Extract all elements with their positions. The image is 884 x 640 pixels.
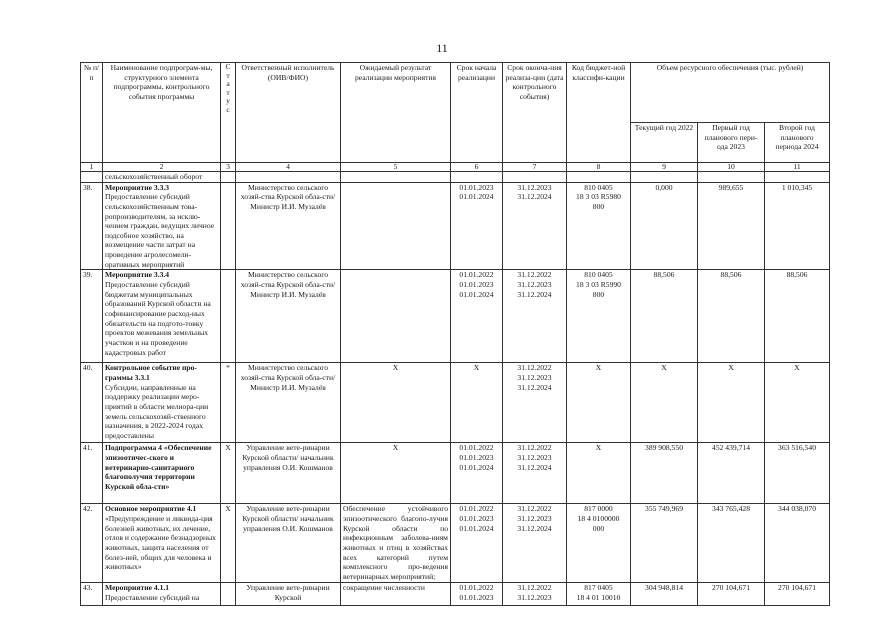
column-number: 8 (567, 163, 631, 172)
row-description: Предоставление субсидий сельскохозяйственным това-ропроизводителям, за исклю-чением граждан, ведущих личное подсобное хозяйство, на возмещение части затрат на проведение агролесомели-оративных мероприятий (105, 192, 215, 269)
row-start (451, 270, 503, 363)
row-title: Мероприятие 3.3.3 (105, 182, 170, 192)
row-end (503, 583, 567, 606)
row-value-2022: Х (631, 363, 698, 443)
budget-code: 18 4 0100000 (577, 514, 620, 524)
start-date: 01.01.2024 (459, 523, 494, 533)
row-value-2024: Х (765, 363, 830, 443)
header-start: Срок начала реализации (451, 63, 503, 163)
row-end (503, 182, 567, 270)
table-row (81, 443, 830, 504)
row-executor: Министерство сельского хозяй-ства Курской обла-сти/ Министр И.И. Музалёв (236, 363, 341, 443)
header-end: Срок оконча-ния реализа-ции (дата контрольного события) (503, 63, 567, 163)
row-result: Х (341, 443, 451, 504)
row-start (451, 182, 503, 270)
budget-code: 18 4 01 10010 (576, 593, 621, 603)
row-name (103, 583, 221, 606)
row-description: Предоставление субсидий на (105, 593, 200, 603)
row-code (567, 583, 631, 606)
header-num: № п/п (81, 63, 103, 163)
end-date: 31.12.2022 (517, 583, 552, 593)
start-date: 01.01.2023 (459, 182, 494, 192)
row-title: Подпрограмма 4 «Обеспечение эпизоотичес-ского и ветеринарно-санитарного благополучия территории Курской обла-сти» (105, 443, 212, 491)
start-date: 01.01.2022 (459, 504, 494, 514)
row-status: * (221, 363, 236, 443)
start-date: Х (473, 363, 480, 373)
end-date: 31.12.2024 (517, 289, 552, 299)
end-date: 31.12.2022 (517, 504, 552, 514)
row-value-2024: 1 010,345 (765, 182, 830, 270)
row-value-2022: 0,000 (631, 182, 698, 270)
row-value-2023: 88,506 (698, 270, 765, 363)
table-body (81, 182, 830, 606)
column-number: 11 (765, 163, 830, 172)
row-num: 43. (81, 583, 103, 606)
row-name (103, 363, 221, 443)
row-num: 42. (81, 504, 103, 583)
budget-code: 817 0000 (584, 504, 613, 514)
end-date: 31.12.2023 (517, 280, 552, 290)
row-description: Субсидии, направленные на поддержку реализации меро-приятий в области мелиора-ции земель сельскохозяй-ственного назначения, в 2022-2024 годах предоставлены (105, 382, 209, 440)
end-date: 31.12.2023 (517, 373, 552, 383)
row-status: Х (221, 443, 236, 504)
header-name: Наименование подпрограм-мы, структурного элемента подпрограммы, контрольного события программы (103, 63, 221, 163)
status-letter: а (226, 79, 230, 88)
status-letter: с (226, 104, 230, 114)
start-date: 01.01.2024 (459, 192, 494, 202)
budget-code: 800 (592, 201, 605, 211)
table-row (81, 504, 830, 583)
start-date: 01.01.2023 (459, 514, 494, 524)
budget-code: 18 3 03 R5980 (576, 192, 621, 202)
budget-code: 800 (592, 289, 605, 299)
column-number: 5 (341, 163, 451, 172)
column-number: 1 (81, 163, 103, 172)
row-num: 39. (81, 270, 103, 363)
end-date: 31.12.2022 (517, 363, 552, 373)
column-number: 7 (503, 163, 567, 172)
header-code: Код бюджет-ной классифи-кации (567, 63, 631, 163)
row-executor: Управление вете-ринарии Курской области/ начальник управления О.И. Кошманов (236, 504, 341, 583)
row-title: Контрольное событие про-граммы 3.3.1 (105, 363, 197, 383)
status-letter: С (225, 62, 231, 71)
header-year-second: Второй год планового периода 2024 (765, 123, 830, 163)
row-code (567, 182, 631, 270)
column-number: 9 (631, 163, 698, 172)
start-date: 01.01.2023 (459, 280, 494, 290)
row-executor: Министерство сельского хозяй-ства Курской обла-сти/ Министр И.И. Музалёв (236, 182, 341, 270)
start-date: 01.01.2023 (459, 453, 494, 463)
row-value-2022: 389 908,550 (631, 443, 698, 504)
end-date: 31.12.2024 (517, 382, 552, 392)
row-executor: Управление вете-ринарии Курской (236, 583, 341, 606)
row-name (103, 443, 221, 504)
column-numbers-row (81, 163, 830, 172)
row-name (103, 504, 221, 583)
row-description: «Предупреждение и ликвида-ция болезней животных, их лечение, отлов и содержание безнадзорных животных, защита населения от болез-ней, общих для человека и животных» (105, 514, 216, 572)
start-date: 01.01.2022 (459, 583, 494, 593)
column-number: 4 (236, 163, 341, 172)
page-number: 11 (436, 41, 448, 55)
status-letter: т (226, 70, 230, 80)
header-result: Ожидаемый результат реализации мероприятия (341, 63, 451, 163)
row-result: сокращение численности (341, 583, 451, 606)
budget-code: 18 3 03 R5990 (576, 280, 621, 290)
row-value-2022: 88,506 (631, 270, 698, 363)
start-date: 01.01.2022 (459, 270, 494, 280)
row-start (451, 504, 503, 583)
continuation-text: сельскохозяйственный оборот (103, 172, 221, 183)
row-title: Мероприятие 4.1.1 (105, 583, 170, 593)
end-date: 31.12.2023 (517, 182, 552, 192)
header-executor: Ответственный исполнитель (ОИВ/ФИО) (236, 63, 341, 163)
column-number: 6 (451, 163, 503, 172)
row-status (221, 270, 236, 363)
row-value-2024: 344 038,070 (765, 504, 830, 583)
row-code (567, 270, 631, 363)
row-num: 41. (81, 443, 103, 504)
row-status (221, 182, 236, 270)
row-code (567, 363, 631, 443)
row-end (503, 363, 567, 443)
header-resources: Объем ресурсного обеспечения (тыс. рублей) (631, 63, 830, 123)
start-date: 01.01.2023 (459, 593, 494, 603)
row-value-2023: 343 765,428 (698, 504, 765, 583)
budget-code: 810 0405 (584, 182, 613, 192)
start-date: 01.01.2024 (459, 462, 494, 472)
row-value-2024: 270 104,671 (765, 583, 830, 606)
row-executor: Управление вете-ринарии Курской области/ начальник управления О.И. Кошманов (236, 443, 341, 504)
row-value-2023: 989,655 (698, 182, 765, 270)
row-value-2022: 304 948,814 (631, 583, 698, 606)
header-year-first: Первый год планового пери-ода 2023 (698, 123, 765, 163)
header-row-1 (81, 63, 830, 123)
row-start (451, 583, 503, 606)
header-year-current: Текущий год 2022 (631, 123, 698, 163)
row-title: Основное мероприятие 4.1 (105, 504, 197, 514)
row-name (103, 270, 221, 363)
budget-code: Х (595, 443, 602, 453)
end-date: 31.12.2023 (517, 514, 552, 524)
row-status (221, 583, 236, 606)
row-result: Х (341, 363, 451, 443)
column-number: 2 (103, 163, 221, 172)
table-row (81, 270, 830, 363)
row-start (451, 443, 503, 504)
budget-code: Х (595, 363, 602, 373)
row-end (503, 443, 567, 504)
end-date: 31.12.2023 (517, 593, 552, 603)
row-result (341, 270, 451, 363)
row-num: 38. (81, 182, 103, 270)
start-date: 01.01.2024 (459, 289, 494, 299)
row-name (103, 182, 221, 270)
row-value-2024: 363 516,540 (765, 443, 830, 504)
row-num: 40. (81, 363, 103, 443)
end-date: 31.12.2024 (517, 523, 552, 533)
status-letter: т (226, 87, 230, 97)
column-number: 10 (698, 163, 765, 172)
row-executor: Министерство сельского хозяй-ства Курской обла-сти/ Министр И.И. Музалёв (236, 270, 341, 363)
end-date: 31.12.2022 (517, 270, 552, 280)
column-number: 3 (221, 163, 236, 172)
end-date: 31.12.2024 (517, 192, 552, 202)
row-status: Х (221, 504, 236, 583)
table-row (81, 182, 830, 270)
row-value-2023: 270 104,671 (698, 583, 765, 606)
row-code (567, 504, 631, 583)
row-value-2023: Х (698, 363, 765, 443)
budget-code: 817 0405 (584, 583, 613, 593)
row-description: Предоставление субсидий бюджетам муниципальных образований Курской области на софинансирование расход-ных обязательств на подгото-товку проектов межевания земельных участков и на проведение кадастровых работ (105, 280, 211, 357)
continuation-row (81, 172, 830, 183)
row-end (503, 270, 567, 363)
budget-code: 810 0405 (584, 270, 613, 280)
budget-code: 000 (592, 523, 605, 533)
row-title: Мероприятие 3.3.4 (105, 270, 170, 280)
row-code (567, 443, 631, 504)
end-date: 31.12.2022 (517, 443, 552, 453)
resource-table (80, 62, 830, 606)
row-value-2024: 88,506 (765, 270, 830, 363)
start-date: 01.01.2022 (459, 443, 494, 453)
status-letter: у (226, 96, 230, 105)
row-end (503, 504, 567, 583)
table-row (81, 363, 830, 443)
row-value-2023: 452 439,714 (698, 443, 765, 504)
end-date: 31.12.2023 (517, 453, 552, 463)
end-date: 31.12.2024 (517, 462, 552, 472)
row-start (451, 363, 503, 443)
table-row (81, 583, 830, 606)
row-value-2022: 355 749,969 (631, 504, 698, 583)
row-result: Обеспечение устойчивого эпизоотического благопо-лучия Курской области по инфекционным заболева-ниям животных и птиц в хозяйствах всех категорий путем комплексного про-ведения ветеринарных мероприятий; (341, 504, 451, 583)
row-result (341, 182, 451, 270)
header-status (221, 63, 236, 163)
